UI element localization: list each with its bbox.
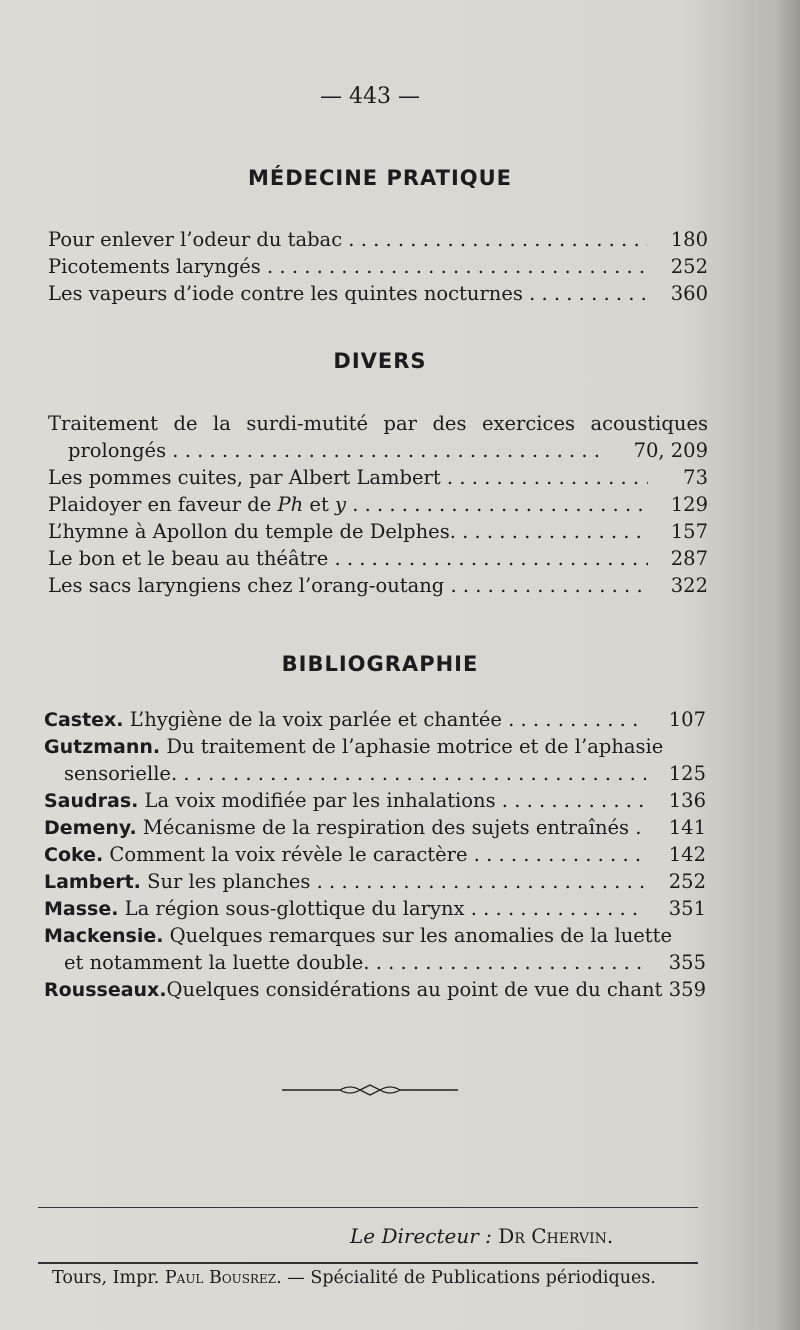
list-item: Les sacs laryngiens chez l’orang-outang . . . 322 (48, 572, 708, 599)
author-name: Demeny. (44, 817, 137, 839)
author-name: Castex. (44, 709, 124, 731)
footer-rule (38, 1262, 698, 1264)
page-ref: 360 (670, 282, 708, 305)
page-ref: 180 (670, 228, 708, 251)
signature: Le Directeur : Dr Chervin. (350, 1224, 614, 1248)
medecine-entries (48, 226, 708, 307)
page-ref: 107 (668, 708, 706, 731)
director-name: Dr Chervin. (498, 1224, 614, 1248)
page-ref: 157 (670, 520, 708, 543)
list-item-continuation: sensorielle. . . . 125 (44, 760, 706, 787)
page-ref: 252 (670, 255, 708, 278)
list-item: Coke. Comment la voix révèle le caractère . . . 142 (44, 841, 706, 868)
section-title-bibliographie: BIBLIOGRAPHIE (281, 652, 479, 676)
page-ref: 73 (683, 466, 708, 489)
author-name: Rousseaux. (44, 979, 167, 1001)
list-item: Les vapeurs d’iode contre les quintes nocturnes . . . 360 (48, 280, 708, 307)
list-item: Traitement de la surdi-mutité par des exercices acoustiques (48, 412, 708, 435)
list-item-continuation: et notamment la luette double. . . . 355 (44, 949, 706, 976)
list-item: Plaidoyer en faveur de Ph et y . . . 129 (48, 491, 708, 518)
bibliographie-entries (44, 706, 706, 1003)
page-ref: 355 (668, 951, 706, 974)
page-ref: 252 (668, 870, 706, 893)
page-ref: 141 (668, 816, 706, 839)
page-number: — 443 — (320, 84, 420, 109)
list-item-continuation: prolongés . . . 70, 209 (48, 437, 708, 464)
list-item: Demeny. Mécanisme de la respiration des sujets entraînés . . . 141 (44, 814, 706, 841)
page-ref: 136 (668, 789, 706, 812)
page-ref: 287 (670, 547, 708, 570)
list-item: Mackensie. Quelques remarques sur les anomalies de la luette (44, 924, 673, 947)
list-item: Gutzmann. Du traitement de l’aphasie motrice et de l’aphasie (44, 735, 664, 758)
page-ref: 125 (668, 762, 706, 785)
page-ref: 359 (668, 978, 706, 1001)
author-name: Masse. (44, 898, 119, 920)
author-name: Saudras. (44, 790, 139, 812)
list-item: Pour enlever l’odeur du tabac . . . 180 (48, 226, 708, 253)
page-ref: 70, 209 (633, 439, 708, 462)
author-name: Lambert. (44, 871, 141, 893)
list-item: Lambert. Sur les planches . . . 252 (44, 868, 706, 895)
page-ref: 129 (670, 493, 708, 516)
separator-rule (38, 1207, 698, 1208)
printer-footer: Tours, Impr. Paul Bousrez. — Spécialité de Publications périodiques. (52, 1268, 656, 1288)
list-item: Saudras. La voix modifiée par les inhalations . . . 136 (44, 787, 706, 814)
page-ref: 142 (668, 843, 706, 866)
ornament-icon (280, 1082, 460, 1098)
section-title-medecine-pratique: MÉDECINE PRATIQUE (247, 166, 513, 190)
section-title-divers: DIVERS (333, 349, 427, 373)
list-item: Rousseaux.Quelques considérations au point de vue du chant 359 (44, 978, 706, 1001)
list-item: Castex. L’hygiène de la voix parlée et chantée . . . 107 (44, 706, 706, 733)
author-name: Coke. (44, 844, 104, 866)
page-ref: 351 (668, 897, 706, 920)
ornament-divider (0, 1082, 740, 1102)
author-name: Gutzmann. (44, 736, 161, 758)
author-name: Mackensie. (44, 925, 164, 947)
list-item: Les pommes cuites, par Albert Lambert . . . 73 (48, 464, 708, 491)
list-item: Le bon et le beau au théâtre . . . 287 (48, 545, 708, 572)
page-ref: 322 (670, 574, 708, 597)
list-item: Picotements laryngés . . . 252 (48, 253, 708, 280)
list-item: Masse. La région sous-glottique du larynx . . . 351 (44, 895, 706, 922)
list-item: L’hymne à Apollon du temple de Delphes. . . . 157 (48, 518, 708, 545)
divers-entries (48, 410, 708, 599)
